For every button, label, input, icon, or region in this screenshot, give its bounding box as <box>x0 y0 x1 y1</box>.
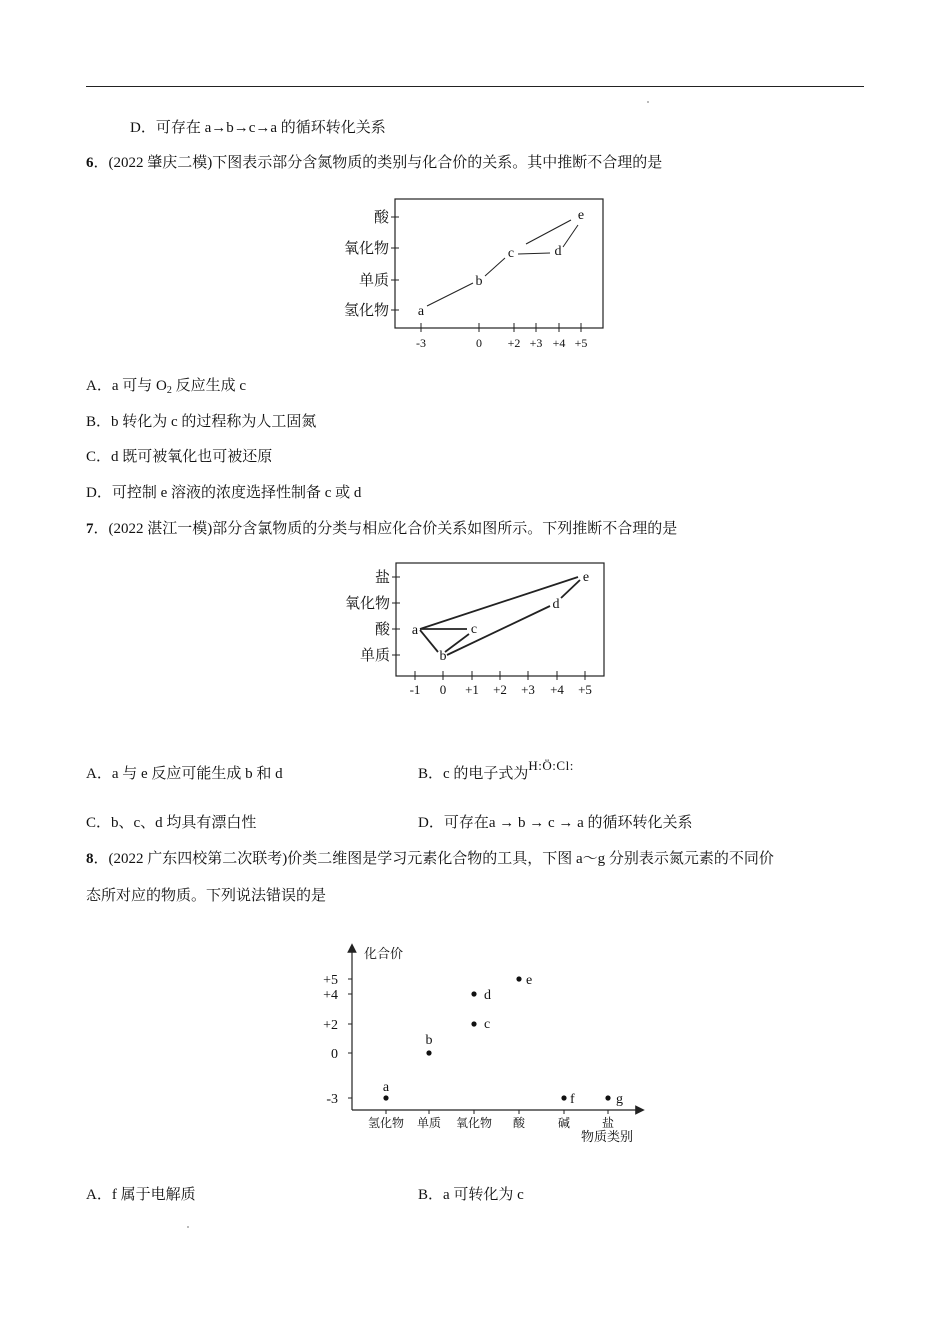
q7-ylabel-1: 氧化物 <box>344 596 390 612</box>
q7-xlabel-5: +4 <box>550 682 564 697</box>
q6-stem-text: ．(2022 肇庆二模)下图表示部分含氮物质的类别与化合价的关系。其中推断不合理的是 <box>93 155 663 171</box>
q7-point-d: d <box>552 597 560 612</box>
q7-xlabel-4: +3 <box>521 682 535 697</box>
q7-xlabel-1: 0 <box>439 682 447 697</box>
q8-option-b[interactable]: B．a 可转化为 c <box>418 1187 524 1203</box>
q5-option-d[interactable]: D．可存在 a→b→c→a 的循环转化关系 <box>130 120 386 136</box>
q6-line-b-c <box>485 258 505 276</box>
q7-option-a[interactable]: A．a 与 e 反应可能生成 b 和 d <box>86 766 283 782</box>
q7-line-a-b <box>420 630 438 652</box>
q7-option-d[interactable]: D．可存在a → b → c → a 的循环转化关系 <box>418 815 693 831</box>
q8-chart <box>312 938 652 1150</box>
q8-dot-b <box>426 1050 431 1055</box>
q6-xlabel-3: +3 <box>529 336 543 350</box>
q6-xlabel-4: +4 <box>552 336 566 350</box>
q6-option-a[interactable] <box>86 376 246 401</box>
q8-xlabel-3: 酸 <box>512 1116 526 1130</box>
q7-stem-text: ．(2022 湛江一模)部分含氯物质的分类与相应化合价关系如图所示。下列推断不合理的是 <box>93 521 678 537</box>
q8-point-d: d <box>484 988 491 1003</box>
q8-xlabel-5: 盐 <box>601 1116 615 1130</box>
q6-xlabel-1: 0 <box>476 336 482 350</box>
q6-stem <box>86 153 662 173</box>
q8-dot-f <box>561 1095 566 1100</box>
q6-point-e: e <box>577 208 585 223</box>
q8-ylabel-4: -3 <box>326 1092 338 1107</box>
q6-option-a-pre: A．a 可与 O <box>86 378 167 394</box>
q6-option-a-sub: 2 <box>166 385 172 396</box>
speck <box>647 101 649 103</box>
q7-ylabel-0: 盐 <box>374 570 390 586</box>
q6-line-a-b <box>427 283 473 306</box>
q6-ylabel-1: 氧化物 <box>343 241 389 257</box>
q7-option-c[interactable]: C．b、c、d 均具有漂白性 <box>86 815 257 831</box>
q8-ylabel-2: +2 <box>323 1018 338 1033</box>
q6-ylabel-0: 酸 <box>373 210 389 226</box>
q8-ylabel-3: 0 <box>331 1047 338 1062</box>
q7-line-d-e <box>561 580 580 598</box>
q7-point-c: c <box>470 622 478 637</box>
header-rule <box>86 86 864 87</box>
q8-x-axis-label: 物质类别 <box>580 1129 634 1144</box>
q6-xlabel-2: +2 <box>507 336 521 350</box>
q7-stem <box>86 519 677 539</box>
q7-point-a: a <box>411 623 419 638</box>
q8-option-a[interactable]: A．f 属于电解质 <box>86 1187 196 1203</box>
q6-point-a: a <box>417 304 425 319</box>
q8-ylabel-0: +5 <box>323 973 338 988</box>
q6-number: 6 <box>86 155 94 171</box>
q7-ylabel-2: 酸 <box>374 622 390 638</box>
q6-option-c[interactable]: C．d 既可被氧化也可被还原 <box>86 449 273 465</box>
q8-dot-d <box>471 991 476 996</box>
speck <box>187 1226 189 1228</box>
q8-xlabel-0: 氢化物 <box>367 1116 405 1130</box>
q6-option-b[interactable]: B．b 转化为 c 的过程称为人工固氮 <box>86 414 317 430</box>
q7-number: 7 <box>86 521 94 537</box>
q6-xlabel-0: -3 <box>416 336 426 350</box>
q7-xlabel-2: +1 <box>465 682 479 697</box>
q8-dot-a <box>383 1095 388 1100</box>
q6-line-c-e <box>526 220 571 244</box>
q7-option-b[interactable] <box>418 758 574 784</box>
q7-option-b-text: B．c 的电子式为 <box>418 766 529 782</box>
q6-ylabel-2: 单质 <box>358 273 389 289</box>
q6-line-d-e <box>563 225 578 247</box>
q6-option-d[interactable]: D．可控制 e 溶液的浓度选择性制备 c 或 d <box>86 485 362 501</box>
q8-point-a: a <box>382 1080 390 1095</box>
q8-y-axis-label: 化合价 <box>364 946 404 961</box>
q8-point-g: g <box>616 1092 623 1107</box>
q8-point-e: e <box>526 973 533 988</box>
q7-xlabel-6: +5 <box>578 682 592 697</box>
q7-chart <box>335 556 615 704</box>
q6-point-c: c <box>507 246 515 261</box>
q7-xlabel-3: +2 <box>493 682 507 697</box>
q8-dot-e <box>516 976 521 981</box>
q8-stem-text-1: ．(2022 广东四校第二次联考)价类二维图是学习元素化合物的工具，下图 a～g 分别表示氮元素的不同价 <box>93 851 774 867</box>
q8-point-f: f <box>570 1092 575 1107</box>
q6-point-d: d <box>554 244 562 259</box>
q8-dot-g <box>605 1095 610 1100</box>
q6-ylabel-3: 氢化物 <box>343 303 389 319</box>
q8-stem-line1 <box>86 849 774 869</box>
q6-chart <box>335 192 615 360</box>
q6-option-a-post: 反应生成 c <box>171 378 246 394</box>
q8-point-c: c <box>484 1017 491 1032</box>
q7-electron-formula: H:Ö:Cl: <box>528 758 574 773</box>
q7-point-b: b <box>439 649 447 664</box>
q6-xlabel-5: +5 <box>574 336 588 350</box>
q8-point-b: b <box>425 1033 433 1048</box>
q8-number: 8 <box>86 851 94 867</box>
q6-line-c-d <box>518 253 550 254</box>
q8-xlabel-4: 碱 <box>557 1116 571 1130</box>
q7-xlabel-0: -1 <box>409 682 421 697</box>
q8-xlabel-1: 单质 <box>416 1116 442 1130</box>
q7-line-b-d <box>447 606 550 655</box>
q7-point-e: e <box>582 570 590 585</box>
q7-chart-frame <box>396 563 604 676</box>
q8-dot-c <box>471 1021 476 1026</box>
q6-point-b: b <box>475 274 483 289</box>
q8-stem-line2: 态所对应的物质。下列说法错误的是 <box>86 888 327 904</box>
q7-ylabel-3: 单质 <box>359 648 390 664</box>
q8-ylabel-1: +4 <box>323 988 338 1003</box>
q8-xlabel-2: 氧化物 <box>455 1116 493 1130</box>
